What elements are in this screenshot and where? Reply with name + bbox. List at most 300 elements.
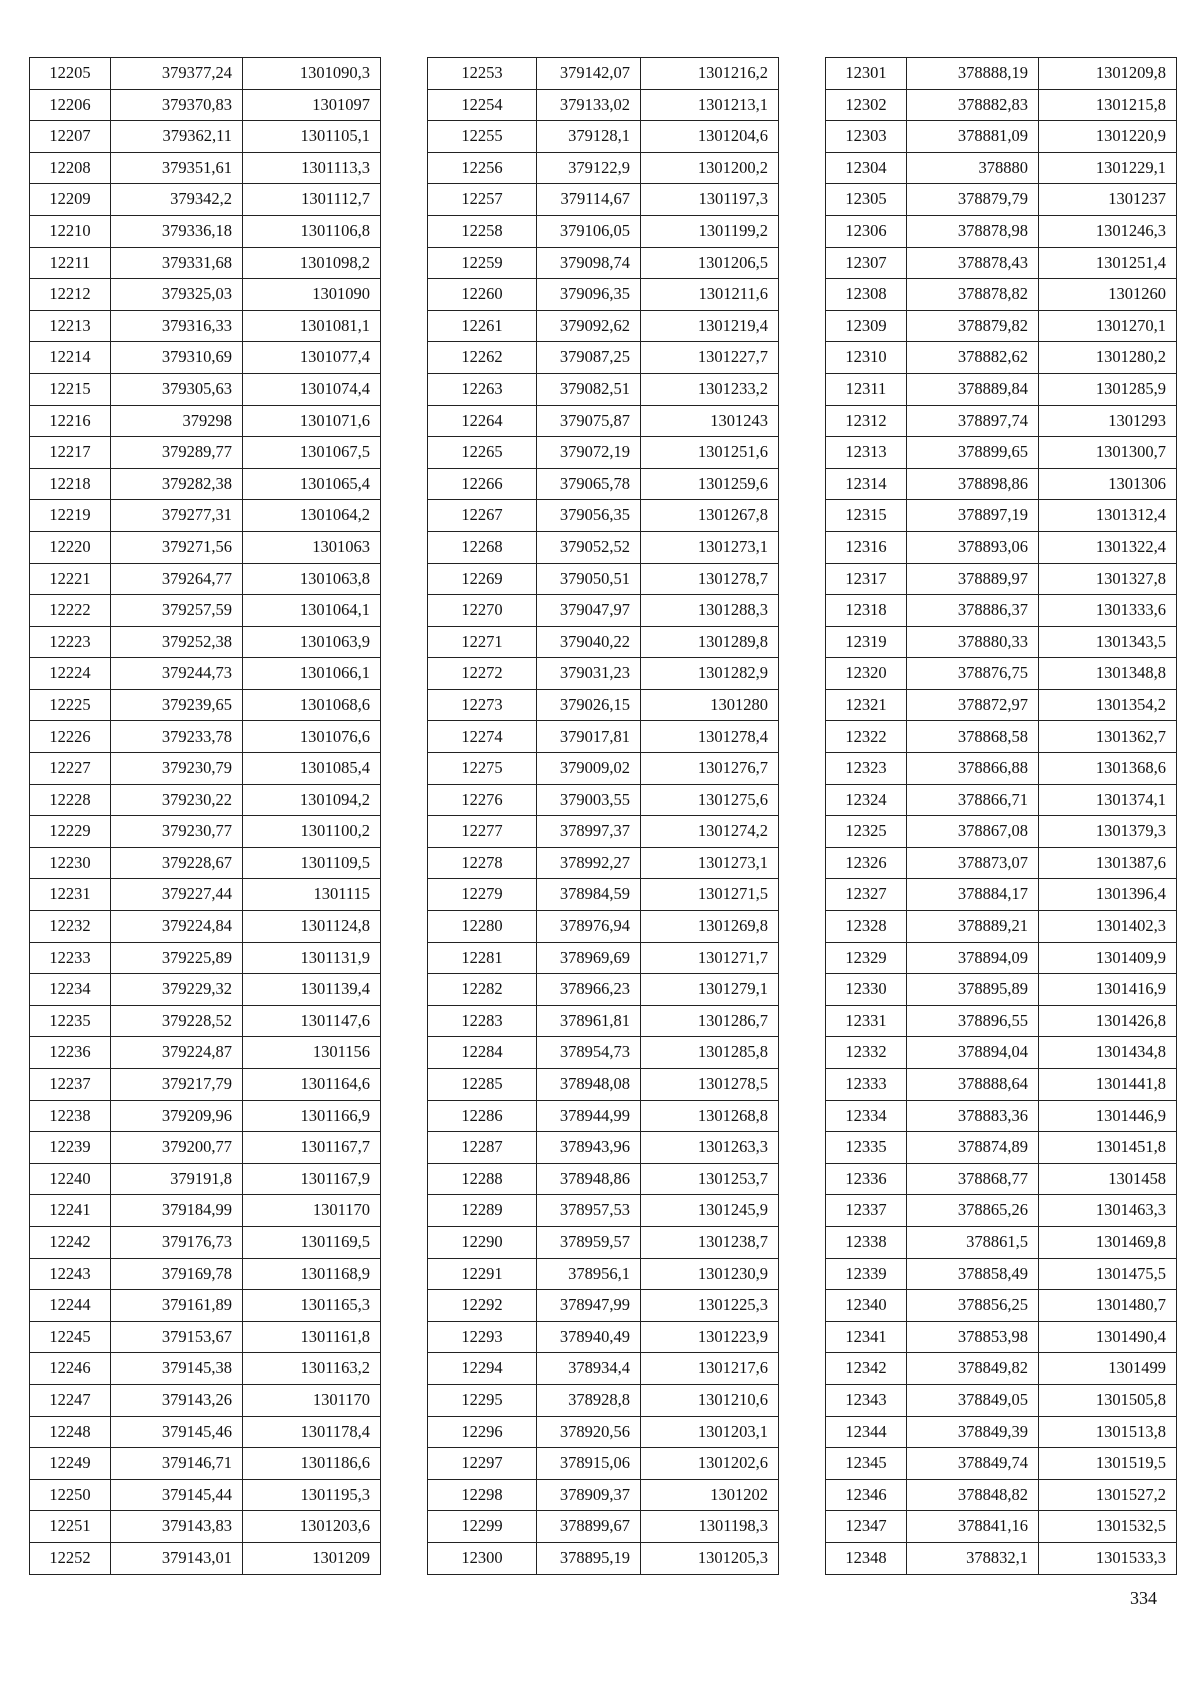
y-coordinate-cell: 1301387,6 [1039, 847, 1177, 879]
point-number-cell: 12298 [428, 1479, 537, 1511]
y-coordinate-cell: 1301434,8 [1039, 1037, 1177, 1069]
table-row [826, 1321, 1177, 1353]
x-coordinate-cell: 379370,83 [111, 89, 243, 121]
x-coordinate-cell: 379316,33 [111, 310, 243, 342]
x-coordinate-cell: 378898,86 [907, 468, 1039, 500]
point-number-cell: 12206 [30, 89, 111, 121]
point-number-cell: 12335 [826, 1132, 907, 1164]
table-row [826, 1479, 1177, 1511]
point-number-cell: 12333 [826, 1069, 907, 1101]
point-number-cell: 12228 [30, 784, 111, 816]
x-coordinate-cell: 378944,99 [537, 1100, 641, 1132]
table-row [428, 1353, 779, 1385]
point-number-cell: 12320 [826, 658, 907, 690]
table-row [30, 405, 381, 437]
point-number-cell: 12237 [30, 1069, 111, 1101]
x-coordinate-cell: 379252,38 [111, 626, 243, 658]
x-coordinate-cell: 379244,73 [111, 658, 243, 690]
x-coordinate-cell: 378874,89 [907, 1132, 1039, 1164]
x-coordinate-cell: 379277,31 [111, 500, 243, 532]
table-row [428, 342, 779, 374]
x-coordinate-cell: 379224,87 [111, 1037, 243, 1069]
point-number-cell: 12242 [30, 1226, 111, 1258]
table-row [30, 279, 381, 311]
point-number-cell: 12339 [826, 1258, 907, 1290]
x-coordinate-cell: 378984,59 [537, 879, 641, 911]
y-coordinate-cell: 1301490,4 [1039, 1321, 1177, 1353]
x-coordinate-cell: 379145,44 [111, 1479, 243, 1511]
point-number-cell: 12308 [826, 279, 907, 311]
x-coordinate-cell: 379087,25 [537, 342, 641, 374]
x-coordinate-cell: 378895,19 [537, 1542, 641, 1574]
x-coordinate-cell: 379145,38 [111, 1353, 243, 1385]
table-row [30, 89, 381, 121]
x-coordinate-cell: 379106,05 [537, 215, 641, 247]
point-number-cell: 12310 [826, 342, 907, 374]
table-row [826, 816, 1177, 848]
table-row [826, 1195, 1177, 1227]
x-coordinate-cell: 379200,77 [111, 1132, 243, 1164]
y-coordinate-cell: 1301396,4 [1039, 879, 1177, 911]
table-row [428, 405, 779, 437]
table-row [826, 89, 1177, 121]
y-coordinate-cell: 1301220,9 [1039, 121, 1177, 153]
y-coordinate-cell: 1301446,9 [1039, 1100, 1177, 1132]
y-coordinate-cell: 1301458 [1039, 1163, 1177, 1195]
x-coordinate-cell: 378893,06 [907, 531, 1039, 563]
table-row [30, 500, 381, 532]
point-number-cell: 12346 [826, 1479, 907, 1511]
point-number-cell: 12292 [428, 1290, 537, 1322]
y-coordinate-cell: 1301204,6 [641, 121, 779, 153]
x-coordinate-cell: 379331,68 [111, 247, 243, 279]
y-coordinate-cell: 1301147,6 [243, 1005, 381, 1037]
y-coordinate-cell: 1301161,8 [243, 1321, 381, 1353]
point-number-cell: 12210 [30, 215, 111, 247]
y-coordinate-cell: 1301206,5 [641, 247, 779, 279]
table-row [428, 1132, 779, 1164]
y-coordinate-cell: 1301200,2 [641, 152, 779, 184]
x-coordinate-cell: 378928,8 [537, 1384, 641, 1416]
point-number-cell: 12214 [30, 342, 111, 374]
table-row [30, 1100, 381, 1132]
y-coordinate-cell: 1301156 [243, 1037, 381, 1069]
point-number-cell: 12233 [30, 942, 111, 974]
y-coordinate-cell: 1301225,3 [641, 1290, 779, 1322]
table-row [826, 911, 1177, 943]
point-number-cell: 12345 [826, 1448, 907, 1480]
table-row [428, 1384, 779, 1416]
point-number-cell: 12251 [30, 1511, 111, 1543]
x-coordinate-cell: 378954,73 [537, 1037, 641, 1069]
table-row [30, 58, 381, 90]
y-coordinate-cell: 1301211,6 [641, 279, 779, 311]
table-row [428, 531, 779, 563]
y-coordinate-cell: 1301280,2 [1039, 342, 1177, 374]
point-number-cell: 12235 [30, 1005, 111, 1037]
y-coordinate-cell: 1301195,3 [243, 1479, 381, 1511]
point-number-cell: 12286 [428, 1100, 537, 1132]
table-row [428, 279, 779, 311]
x-coordinate-cell: 379146,71 [111, 1448, 243, 1480]
y-coordinate-cell: 1301169,5 [243, 1226, 381, 1258]
point-number-cell: 12240 [30, 1163, 111, 1195]
point-number-cell: 12323 [826, 753, 907, 785]
y-coordinate-cell: 1301274,2 [641, 816, 779, 848]
table-row [826, 215, 1177, 247]
x-coordinate-cell: 379305,63 [111, 373, 243, 405]
point-number-cell: 12216 [30, 405, 111, 437]
y-coordinate-cell: 1301327,8 [1039, 563, 1177, 595]
y-coordinate-cell: 1301064,2 [243, 500, 381, 532]
table-row [428, 58, 779, 90]
y-coordinate-cell: 1301115 [243, 879, 381, 911]
table-row [428, 1005, 779, 1037]
y-coordinate-cell: 1301063,9 [243, 626, 381, 658]
x-coordinate-cell: 378878,82 [907, 279, 1039, 311]
point-number-cell: 12297 [428, 1448, 537, 1480]
x-coordinate-cell: 379128,1 [537, 121, 641, 153]
x-coordinate-cell: 378895,89 [907, 974, 1039, 1006]
x-coordinate-cell: 379377,24 [111, 58, 243, 90]
x-coordinate-cell: 378879,82 [907, 310, 1039, 342]
point-number-cell: 12268 [428, 531, 537, 563]
table-row [826, 1100, 1177, 1132]
table-row [428, 847, 779, 879]
x-coordinate-cell: 378966,23 [537, 974, 641, 1006]
point-number-cell: 12254 [428, 89, 537, 121]
point-number-cell: 12317 [826, 563, 907, 595]
y-coordinate-cell: 1301074,4 [243, 373, 381, 405]
y-coordinate-cell: 1301288,3 [641, 595, 779, 627]
x-coordinate-cell: 379229,32 [111, 974, 243, 1006]
x-coordinate-cell: 379047,97 [537, 595, 641, 627]
point-number-cell: 12255 [428, 121, 537, 153]
x-coordinate-cell: 379145,46 [111, 1416, 243, 1448]
y-coordinate-cell: 1301480,7 [1039, 1290, 1177, 1322]
point-number-cell: 12319 [826, 626, 907, 658]
table-row [30, 437, 381, 469]
y-coordinate-cell: 1301269,8 [641, 911, 779, 943]
table-row [30, 626, 381, 658]
x-coordinate-cell: 378849,39 [907, 1416, 1039, 1448]
table-row [428, 437, 779, 469]
table-row [30, 373, 381, 405]
table-row [826, 1416, 1177, 1448]
point-number-cell: 12278 [428, 847, 537, 879]
y-coordinate-cell: 1301273,1 [641, 531, 779, 563]
point-number-cell: 12329 [826, 942, 907, 974]
y-coordinate-cell: 1301237 [1039, 184, 1177, 216]
point-number-cell: 12318 [826, 595, 907, 627]
table-row [826, 847, 1177, 879]
y-coordinate-cell: 1301533,3 [1039, 1542, 1177, 1574]
x-coordinate-cell: 378992,27 [537, 847, 641, 879]
y-coordinate-cell: 1301505,8 [1039, 1384, 1177, 1416]
table-row [428, 215, 779, 247]
table-row [428, 689, 779, 721]
y-coordinate-cell: 1301090,3 [243, 58, 381, 90]
table-row [30, 121, 381, 153]
x-coordinate-cell: 378889,84 [907, 373, 1039, 405]
point-number-cell: 12337 [826, 1195, 907, 1227]
x-coordinate-cell: 379075,87 [537, 405, 641, 437]
y-coordinate-cell: 1301306 [1039, 468, 1177, 500]
y-coordinate-cell: 1301076,6 [243, 721, 381, 753]
table-row [428, 468, 779, 500]
x-coordinate-cell: 378873,07 [907, 847, 1039, 879]
point-number-cell: 12257 [428, 184, 537, 216]
x-coordinate-cell: 378878,98 [907, 215, 1039, 247]
y-coordinate-cell: 1301209,8 [1039, 58, 1177, 90]
point-number-cell: 12227 [30, 753, 111, 785]
point-number-cell: 12224 [30, 658, 111, 690]
table-row [428, 247, 779, 279]
table-row [428, 1416, 779, 1448]
table-row [428, 753, 779, 785]
x-coordinate-cell: 379264,77 [111, 563, 243, 595]
table-row [30, 911, 381, 943]
table-row [30, 1416, 381, 1448]
x-coordinate-cell: 379228,52 [111, 1005, 243, 1037]
y-coordinate-cell: 1301197,3 [641, 184, 779, 216]
table-row [826, 437, 1177, 469]
x-coordinate-cell: 378849,74 [907, 1448, 1039, 1480]
table-row [826, 1542, 1177, 1574]
x-coordinate-cell: 378879,79 [907, 184, 1039, 216]
point-number-cell: 12287 [428, 1132, 537, 1164]
y-coordinate-cell: 1301253,7 [641, 1163, 779, 1195]
x-coordinate-cell: 378886,37 [907, 595, 1039, 627]
table-row [30, 1195, 381, 1227]
y-coordinate-cell: 1301203,1 [641, 1416, 779, 1448]
point-number-cell: 12273 [428, 689, 537, 721]
x-coordinate-cell: 379230,77 [111, 816, 243, 848]
point-number-cell: 12226 [30, 721, 111, 753]
x-coordinate-cell: 379336,18 [111, 215, 243, 247]
y-coordinate-cell: 1301213,1 [641, 89, 779, 121]
y-coordinate-cell: 1301199,2 [641, 215, 779, 247]
y-coordinate-cell: 1301271,5 [641, 879, 779, 911]
point-number-cell: 12221 [30, 563, 111, 595]
y-coordinate-cell: 1301268,8 [641, 1100, 779, 1132]
table-row [428, 595, 779, 627]
y-coordinate-cell: 1301322,4 [1039, 531, 1177, 563]
table-row [30, 531, 381, 563]
point-number-cell: 12236 [30, 1037, 111, 1069]
y-coordinate-cell: 1301071,6 [243, 405, 381, 437]
y-coordinate-cell: 1301285,8 [641, 1037, 779, 1069]
point-number-cell: 12344 [826, 1416, 907, 1448]
x-coordinate-cell: 379298 [111, 405, 243, 437]
x-coordinate-cell: 378841,16 [907, 1511, 1039, 1543]
y-coordinate-cell: 1301097 [243, 89, 381, 121]
table-row [826, 1163, 1177, 1195]
y-coordinate-cell: 1301527,2 [1039, 1479, 1177, 1511]
point-number-cell: 12269 [428, 563, 537, 595]
point-number-cell: 12322 [826, 721, 907, 753]
x-coordinate-cell: 378867,08 [907, 816, 1039, 848]
x-coordinate-cell: 379230,22 [111, 784, 243, 816]
point-number-cell: 12334 [826, 1100, 907, 1132]
y-coordinate-cell: 1301519,5 [1039, 1448, 1177, 1480]
point-number-cell: 12338 [826, 1226, 907, 1258]
point-number-cell: 12306 [826, 215, 907, 247]
y-coordinate-cell: 1301263,3 [641, 1132, 779, 1164]
table-row [826, 784, 1177, 816]
x-coordinate-cell: 378899,65 [907, 437, 1039, 469]
x-coordinate-cell: 379040,22 [537, 626, 641, 658]
x-coordinate-cell: 378853,98 [907, 1321, 1039, 1353]
point-number-cell: 12274 [428, 721, 537, 753]
point-number-cell: 12280 [428, 911, 537, 943]
point-number-cell: 12229 [30, 816, 111, 848]
x-coordinate-cell: 379257,59 [111, 595, 243, 627]
y-coordinate-cell: 1301513,8 [1039, 1416, 1177, 1448]
x-coordinate-cell: 378868,58 [907, 721, 1039, 753]
table-row [428, 1069, 779, 1101]
x-coordinate-cell: 378882,62 [907, 342, 1039, 374]
y-coordinate-cell: 1301532,5 [1039, 1511, 1177, 1543]
x-coordinate-cell: 379092,62 [537, 310, 641, 342]
table-row [826, 595, 1177, 627]
y-coordinate-cell: 1301293 [1039, 405, 1177, 437]
table-row [428, 1037, 779, 1069]
y-coordinate-cell: 1301282,9 [641, 658, 779, 690]
y-coordinate-cell: 1301081,1 [243, 310, 381, 342]
table-row [428, 1258, 779, 1290]
table-row [30, 1163, 381, 1195]
y-coordinate-cell: 1301238,7 [641, 1226, 779, 1258]
x-coordinate-cell: 379209,96 [111, 1100, 243, 1132]
table-row [30, 1258, 381, 1290]
x-coordinate-cell: 379169,78 [111, 1258, 243, 1290]
y-coordinate-cell: 1301368,6 [1039, 753, 1177, 785]
table-row [30, 1132, 381, 1164]
table-row [826, 1226, 1177, 1258]
y-coordinate-cell: 1301139,4 [243, 974, 381, 1006]
x-coordinate-cell: 379072,19 [537, 437, 641, 469]
x-coordinate-cell: 379143,01 [111, 1542, 243, 1574]
y-coordinate-cell: 1301416,9 [1039, 974, 1177, 1006]
y-coordinate-cell: 1301475,5 [1039, 1258, 1177, 1290]
y-coordinate-cell: 1301379,3 [1039, 816, 1177, 848]
table-row [30, 974, 381, 1006]
point-number-cell: 12225 [30, 689, 111, 721]
point-number-cell: 12258 [428, 215, 537, 247]
point-number-cell: 12313 [826, 437, 907, 469]
x-coordinate-cell: 379342,2 [111, 184, 243, 216]
table-row [30, 816, 381, 848]
table-row [826, 310, 1177, 342]
table-row [30, 1479, 381, 1511]
point-number-cell: 12267 [428, 500, 537, 532]
x-coordinate-cell: 378934,4 [537, 1353, 641, 1385]
y-coordinate-cell: 1301106,8 [243, 215, 381, 247]
point-number-cell: 12301 [826, 58, 907, 90]
point-number-cell: 12299 [428, 1511, 537, 1543]
point-number-cell: 12265 [428, 437, 537, 469]
y-coordinate-cell: 1301469,8 [1039, 1226, 1177, 1258]
point-number-cell: 12296 [428, 1416, 537, 1448]
x-coordinate-cell: 379230,79 [111, 753, 243, 785]
point-number-cell: 12305 [826, 184, 907, 216]
point-number-cell: 12263 [428, 373, 537, 405]
table-row [826, 563, 1177, 595]
y-coordinate-cell: 1301217,6 [641, 1353, 779, 1385]
x-coordinate-cell: 378947,99 [537, 1290, 641, 1322]
y-coordinate-cell: 1301063 [243, 531, 381, 563]
y-coordinate-cell: 1301251,6 [641, 437, 779, 469]
point-number-cell: 12276 [428, 784, 537, 816]
table-row [428, 1195, 779, 1227]
x-coordinate-cell: 379310,69 [111, 342, 243, 374]
x-coordinate-cell: 378943,96 [537, 1132, 641, 1164]
table-row [30, 563, 381, 595]
x-coordinate-cell: 379142,07 [537, 58, 641, 90]
y-coordinate-cell: 1301279,1 [641, 974, 779, 1006]
y-coordinate-cell: 1301243 [641, 405, 779, 437]
y-coordinate-cell: 1301124,8 [243, 911, 381, 943]
y-coordinate-cell: 1301166,9 [243, 1100, 381, 1132]
point-number-cell: 12290 [428, 1226, 537, 1258]
point-number-cell: 12347 [826, 1511, 907, 1543]
table-row [428, 879, 779, 911]
table-row [428, 1290, 779, 1322]
y-coordinate-cell: 1301271,7 [641, 942, 779, 974]
y-coordinate-cell: 1301251,4 [1039, 247, 1177, 279]
x-coordinate-cell: 378878,43 [907, 247, 1039, 279]
point-number-cell: 12311 [826, 373, 907, 405]
point-number-cell: 12209 [30, 184, 111, 216]
coordinates-table-3 [825, 57, 1177, 1575]
x-coordinate-cell: 379184,99 [111, 1195, 243, 1227]
y-coordinate-cell: 1301229,1 [1039, 152, 1177, 184]
x-coordinate-cell: 378889,21 [907, 911, 1039, 943]
point-number-cell: 12213 [30, 310, 111, 342]
x-coordinate-cell: 378880 [907, 152, 1039, 184]
table-row [30, 1448, 381, 1480]
y-coordinate-cell: 1301216,2 [641, 58, 779, 90]
y-coordinate-cell: 1301131,9 [243, 942, 381, 974]
table-row [30, 1069, 381, 1101]
table-row [428, 784, 779, 816]
y-coordinate-cell: 1301219,4 [641, 310, 779, 342]
point-number-cell: 12326 [826, 847, 907, 879]
table-row [428, 974, 779, 1006]
point-number-cell: 12295 [428, 1384, 537, 1416]
y-coordinate-cell: 1301186,6 [243, 1448, 381, 1480]
table-row [826, 942, 1177, 974]
point-number-cell: 12315 [826, 500, 907, 532]
coordinates-table-1 [29, 57, 381, 1575]
y-coordinate-cell: 1301333,6 [1039, 595, 1177, 627]
y-coordinate-cell: 1301215,8 [1039, 89, 1177, 121]
table-row [826, 1069, 1177, 1101]
table-row [428, 500, 779, 532]
point-number-cell: 12288 [428, 1163, 537, 1195]
point-number-cell: 12217 [30, 437, 111, 469]
point-number-cell: 12340 [826, 1290, 907, 1322]
y-coordinate-cell: 1301067,5 [243, 437, 381, 469]
x-coordinate-cell: 378865,26 [907, 1195, 1039, 1227]
x-coordinate-cell: 378856,25 [907, 1290, 1039, 1322]
y-coordinate-cell: 1301230,9 [641, 1258, 779, 1290]
point-number-cell: 12341 [826, 1321, 907, 1353]
coordinates-table-2 [427, 57, 779, 1575]
coordinates-table-2-body [428, 58, 779, 1575]
point-number-cell: 12238 [30, 1100, 111, 1132]
